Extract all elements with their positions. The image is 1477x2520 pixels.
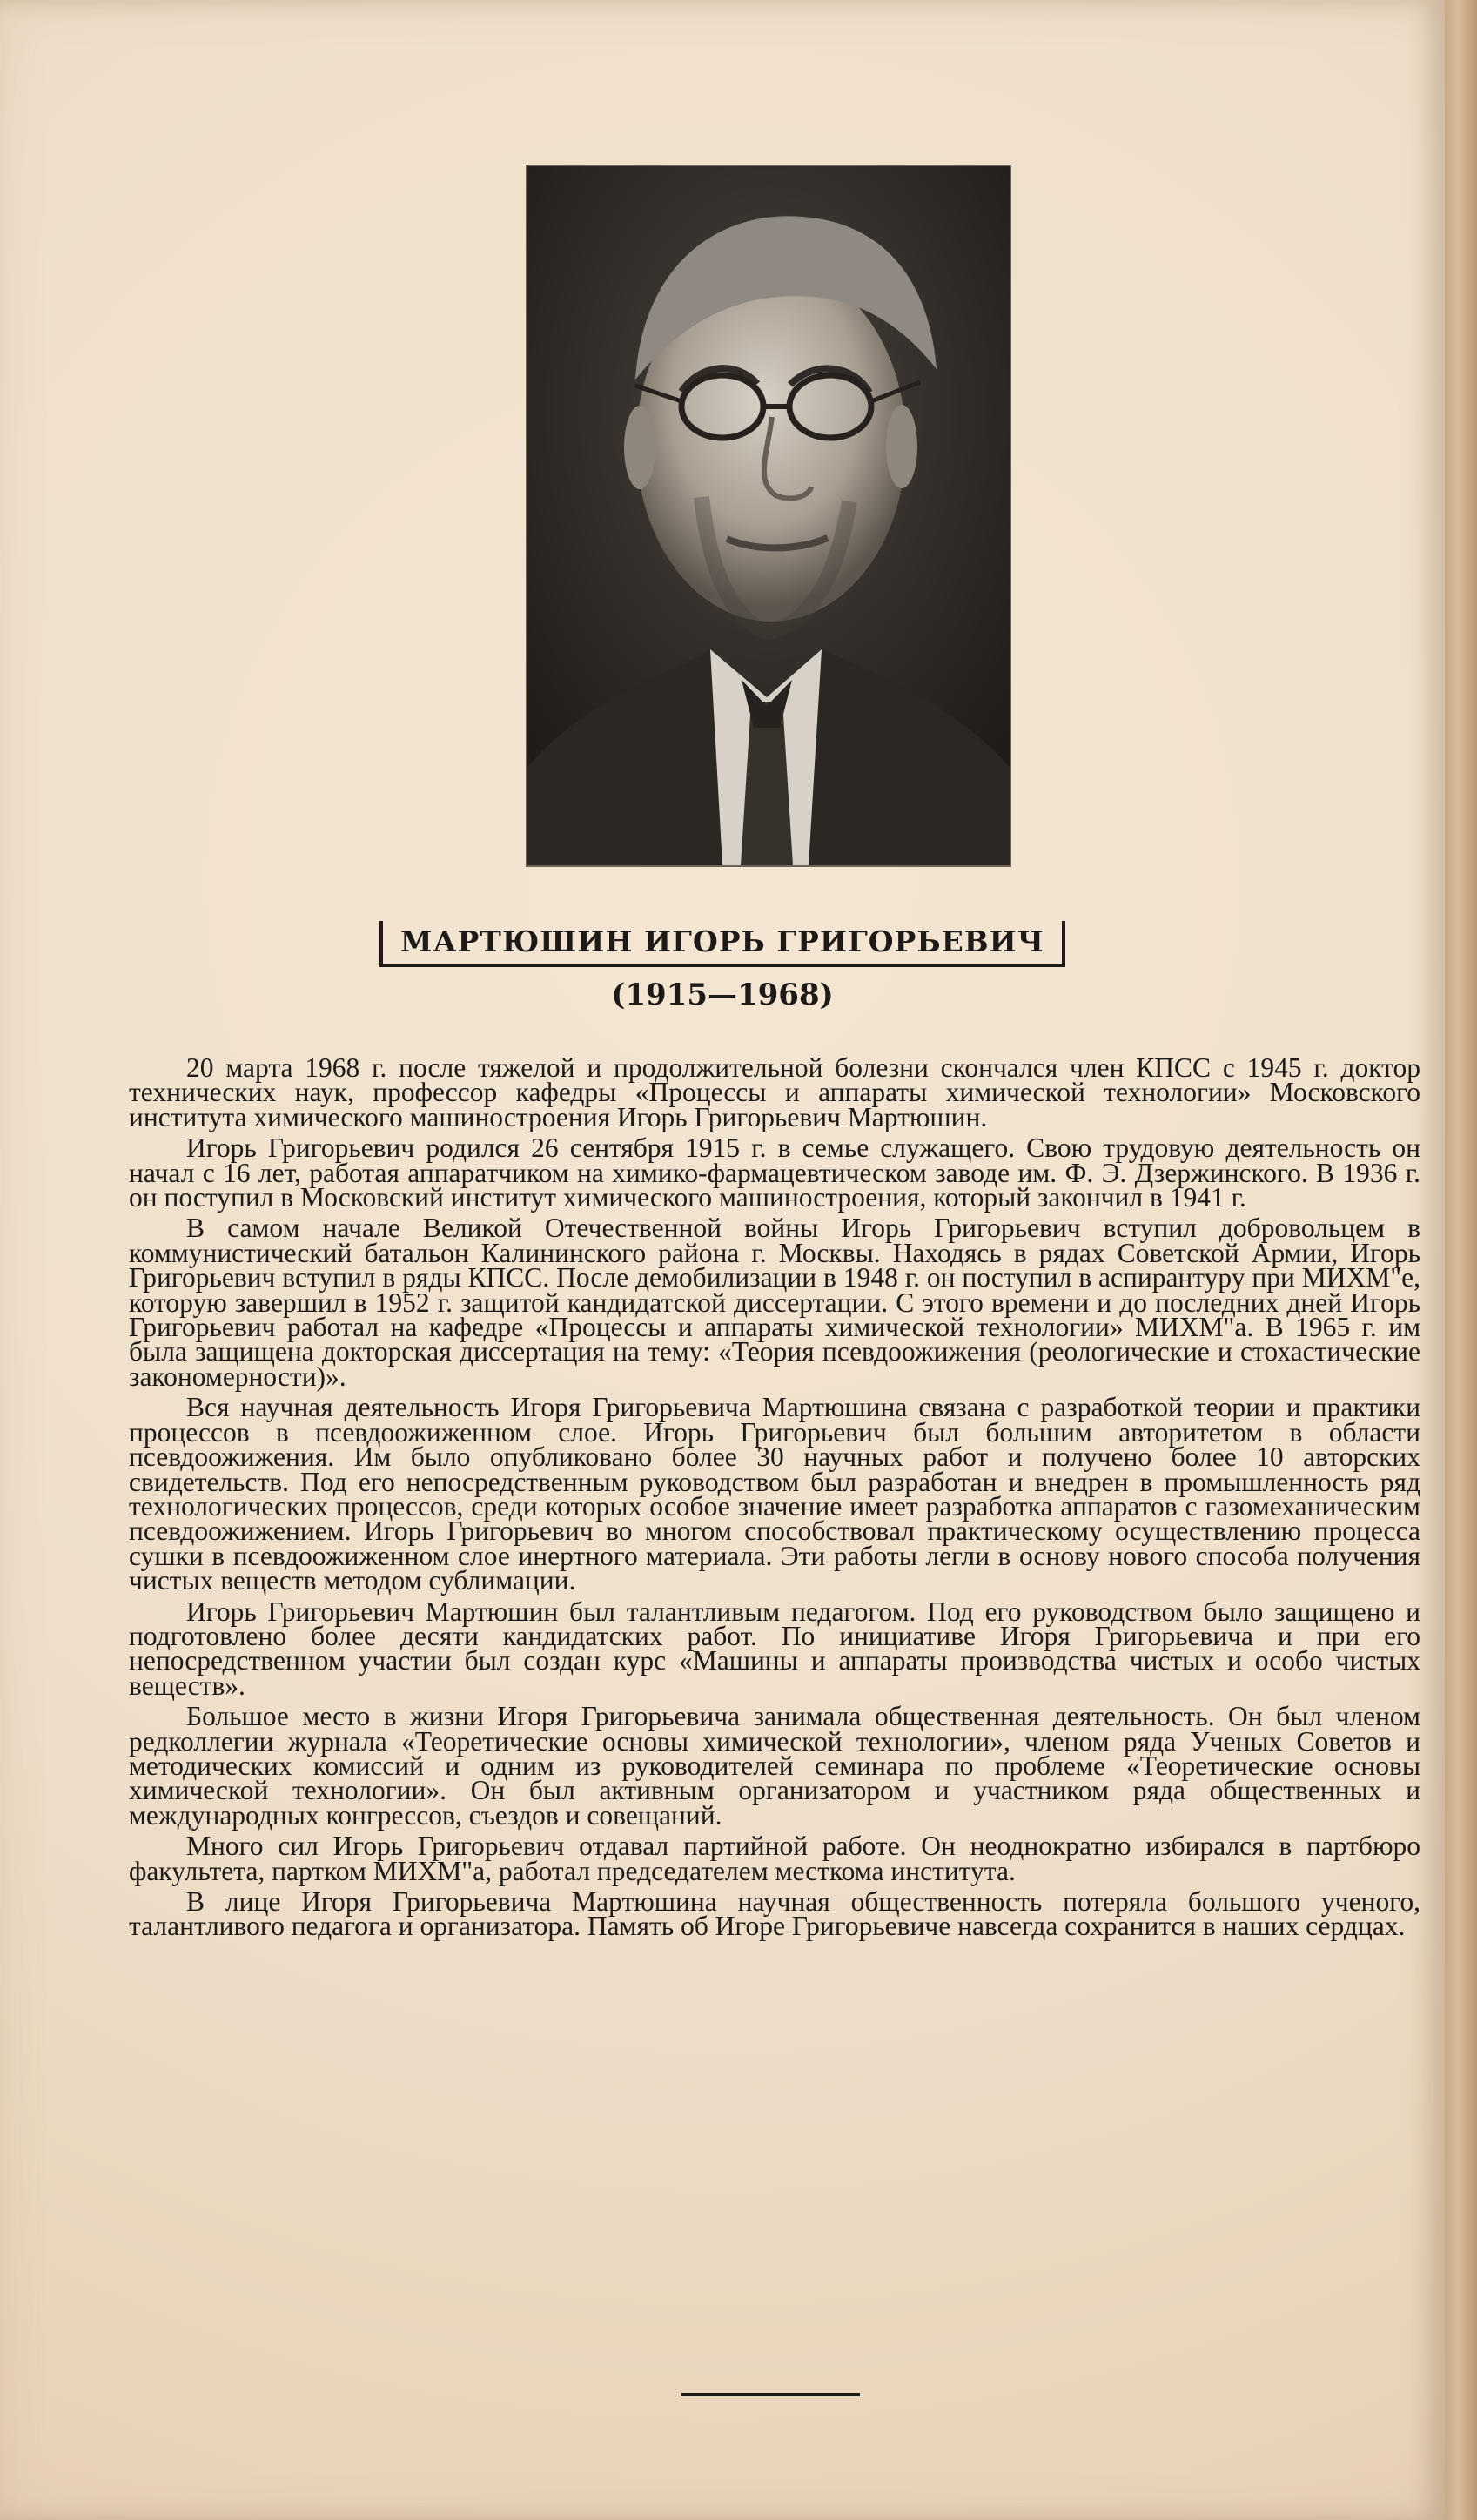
life-years: (1915—1968) — [611, 978, 834, 1012]
obituary-title-block — [0, 921, 1445, 967]
obituary-paragraph: 20 марта 1968 г. после тяжелой и продолжительной болезни скончался член КПСС с 1945 г. доктор технических наук, профессор кафедры «Процессы и аппараты химической технологии» Московского института химического машиностроения Игорь Григорьевич Мартюшин. — [129, 1052, 1420, 1132]
obituary-body — [129, 1052, 1420, 1942]
obituary-paragraph: Игорь Григорьевич Мартюшин был талантливым педагогом. Под его руководством было защищено и подготовлено более десяти кандидатских работ. По инициативе Игоря Григорьевича и при его непосредственном участии был создан курс «Машины и аппараты производства чистых и особо чистых веществ». — [129, 1596, 1420, 1701]
obituary-paragraph: Много сил Игорь Григорьевич отдавал партийной работе. Он неоднократно избирался в партбюро факультета, партком МИХМ"а, работал председателем месткома института. — [129, 1831, 1420, 1886]
closing-rule — [681, 2393, 860, 2396]
obituary-paragraph: Большое место в жизни Игоря Григорьевича занимала общественная деятельность. Он был членом редколлегии журнала «Теоретические основы химической технологии», членом ряда Ученых Советов и методических комиссий и одним из руководителей семинара по проблеме «Теоретические основы химической технологии». Он был активным организатором и участником ряда общественных и международных конгрессов, съездов и совещаний. — [129, 1701, 1420, 1831]
obituary-paragraph: В самом начале Великой Отечественной войны Игорь Григорьевич вступил добровольцем в коммунистический батальон Калининского района г. Москвы. Находясь в рядах Советской Армии, Игорь Григорьевич вступил в ряды КПСС. После демобилизации в 1948 г. он поступил в аспирантуру при МИХМ"е, которую завершил в 1952 г. защитой кандидатской диссертации. С этого времени и до последних дней Игорь Григорьевич работал на кафедре «Процессы и аппараты химической технологии» МИХМ"а. В 1965 г. им была защищена докторская диссертация на тему: «Теория псевдоожижения (реологические и стохастические закономерности)». — [129, 1213, 1420, 1392]
obituary-paragraph: В лице Игоря Григорьевича Мартюшина научная общественность потеряла большого ученого, талантливого педагога и организатора. Память об Игоре Григорьевиче навсегда сохранится в наших сердцах. — [129, 1886, 1420, 1942]
obituary-name: МАРТЮШИН ИГОРЬ ГРИГОРЬЕВИЧ — [379, 921, 1065, 967]
obituary-paragraph: Игорь Григорьевич родился 26 сентября 1915 г. в семье служащего. Свою трудовую деятельность он начал с 16 лет, работая аппаратчиком на химико-фармацевтическом заводе им. Ф. Э. Дзержинского. В 1936 г. он поступил в Московский институт химического машиностроения, который закончил в 1941 г. — [129, 1132, 1420, 1213]
portrait-illustration — [527, 166, 1010, 865]
obituary-paragraph: Вся научная деятельность Игоря Григорьевича Мартюшина связана с разработкой теории и практики процессов в псевдоожиженном слое. Игорь Григорьевич был большим авторитетом в области псевдоожижения. Им было опубликовано более 30 научных работ и получено более 10 авторских свидетельств. Под его непосредственным руководством был разработан и внедрен в промышленность ряд технологических процессов, среди которых особое значение имеет разработка аппаратов с газомеханическим псевдоожижением. Игорь Григорьевич во многом способствовал практическому осуществлению процесса сушки в псевдоожиженном слое инертного материала. Эти работы легли в основу нового способа получения чистых веществ методом сублимации. — [129, 1392, 1420, 1596]
portrait-photo — [527, 166, 1010, 865]
page-edge — [1445, 0, 1477, 2520]
